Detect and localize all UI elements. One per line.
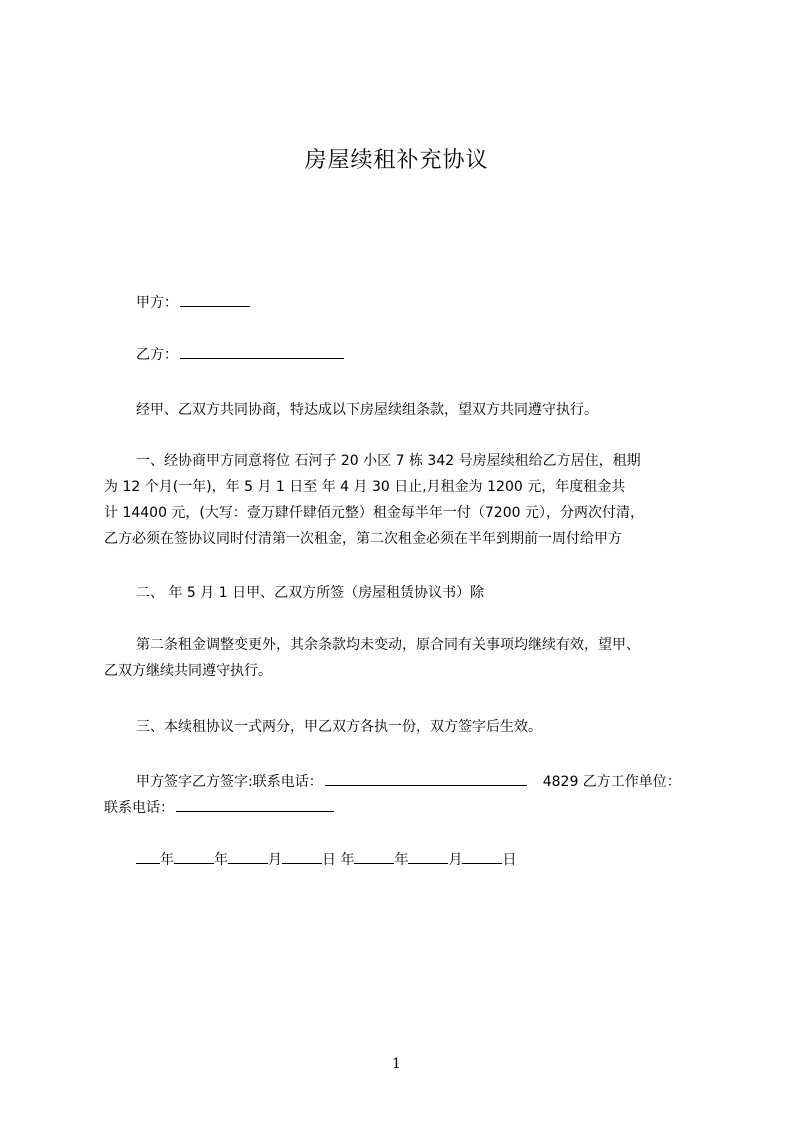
date-line bbox=[136, 849, 516, 871]
party-a-line bbox=[136, 292, 250, 314]
date-blank bbox=[136, 849, 160, 864]
phone-blank-a bbox=[325, 771, 527, 786]
party-b-blank bbox=[180, 344, 344, 359]
date-unit: 日 bbox=[322, 852, 336, 868]
date-unit: 年 bbox=[394, 852, 409, 868]
document-title: 房屋续租补充协议 bbox=[304, 148, 489, 173]
party-a-label: 甲方： bbox=[136, 295, 178, 311]
date-blank bbox=[408, 849, 448, 864]
date-blank bbox=[282, 849, 322, 864]
signature-line-2 bbox=[104, 795, 716, 821]
clause-3-paragraph: 三、本续租协议一式两分，甲乙双方各执一份，双方签字后生效。 bbox=[136, 719, 542, 735]
intro-paragraph: 经甲、乙双方共同协商，特达成以下房屋续组条款，望双方共同遵守执行。 bbox=[136, 402, 598, 418]
clause-2-line: 乙双方继续共同遵守执行。 bbox=[104, 663, 272, 679]
clause-1-line: 乙方必须在签协议同时付清第一次租金，第二次租金必须在半年到期前一周付给甲方 bbox=[104, 531, 622, 547]
date-unit: 年 bbox=[214, 852, 228, 868]
clause-1-line: 为 12 个月(一年)，年 5 月 1 日至 年 4 月 30 日止,月租金为 1200 元，年度租金共 bbox=[104, 479, 626, 495]
party-b-line bbox=[136, 344, 344, 366]
date-blank bbox=[354, 849, 394, 864]
page-number: 1 bbox=[392, 1056, 401, 1072]
clause-2-paragraph bbox=[104, 632, 716, 684]
phone-blank-b bbox=[176, 797, 334, 812]
signature-line-1 bbox=[104, 769, 716, 795]
date-unit: 年 bbox=[340, 852, 355, 868]
date-blank bbox=[228, 849, 268, 864]
clause-2-line: 第二条租金调整变更外，其余条款均未变动，原合同有关事项均继续有效，望甲、 bbox=[136, 637, 640, 653]
date-unit: 年 bbox=[160, 852, 174, 868]
clause-2-heading: 二、 年 5 月 1 日甲、乙双方所签（房屋租赁协议书）除 bbox=[136, 585, 485, 601]
phone-label-b: 联系电话： bbox=[104, 800, 174, 816]
signature-label-a: 甲方签字乙方签字:联系电话： bbox=[136, 774, 323, 790]
party-b-label: 乙方： bbox=[136, 347, 178, 363]
signature-block bbox=[104, 769, 716, 821]
party-a-blank bbox=[180, 292, 250, 307]
signature-label-b: 4829 乙方工作单位： bbox=[542, 774, 681, 790]
clause-1-line: 计 14400 元，(大写：壹万肆仟肆佰元整）租金每半年一付（7200 元），分两次付清， bbox=[104, 505, 644, 521]
date-unit: 日 bbox=[502, 852, 517, 868]
clause-1-paragraph bbox=[104, 448, 716, 552]
date-unit: 月 bbox=[448, 852, 463, 868]
date-blank bbox=[174, 849, 214, 864]
date-blank bbox=[462, 849, 502, 864]
date-unit: 月 bbox=[268, 852, 282, 868]
clause-1-line: 一、经协商甲方同意将位 石河子 20 小区 7 栋 342 号房屋续租给乙方居住，租期 bbox=[136, 453, 641, 469]
